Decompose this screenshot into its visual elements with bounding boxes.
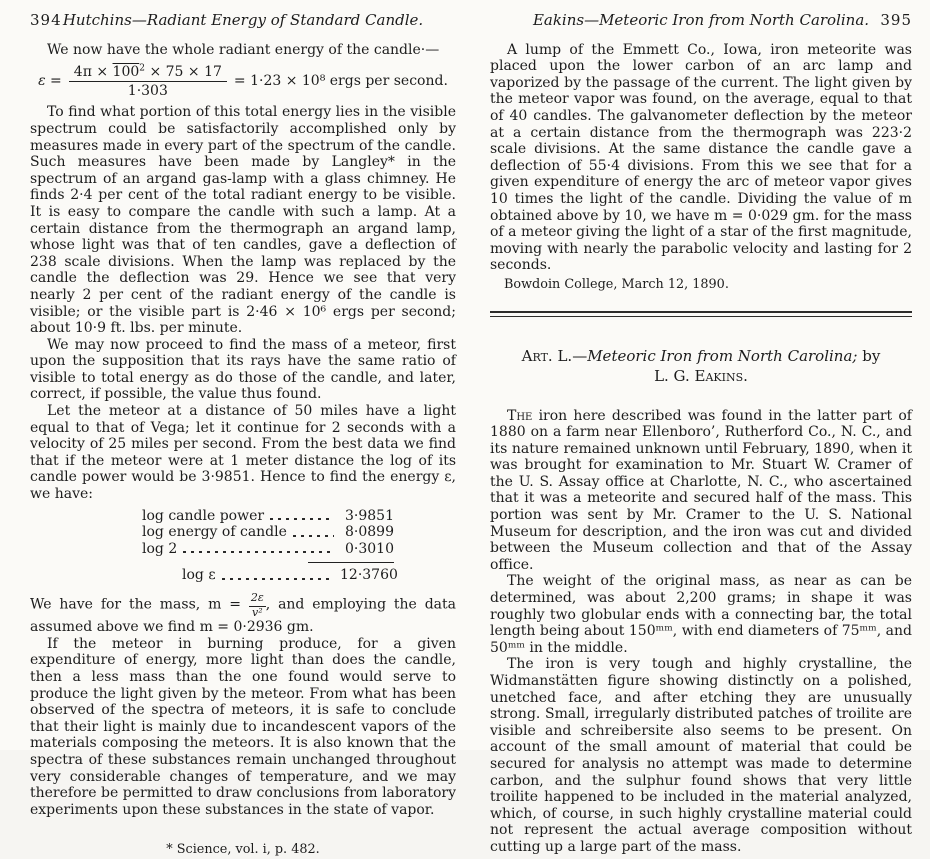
formula-numerator: $4\pi \times 100^2 \times 75 \times 17$ — [69, 64, 227, 82]
log-row-label: log 2 — [142, 540, 178, 557]
dateline: Bowdoin College, March 12, 1890. — [504, 276, 729, 292]
paragraph-weight: The weight of the original mass, as near as can be determined, was about 2,200 grams; in shape it was roughly two globular ends with a connecting bar, the total length being about 150ᵐᵐ, with end diameters of 75ᵐᵐ, and 50ᵐᵐ in the middle. — [490, 573, 912, 656]
sum-rule — [308, 562, 394, 563]
dot-leader — [293, 535, 334, 537]
left-running-title: Hutchins—Radiant Energy of Standard Candle. — [62, 11, 424, 29]
article-title: Meteoric Iron from North Carolina; — [587, 346, 858, 365]
formula-result: = 1·23 × 10⁸ ergs per second. — [233, 73, 448, 90]
right-page — [490, 12, 912, 856]
right-page-number: 395 — [880, 11, 912, 29]
log-row-label: log candle power — [142, 507, 265, 524]
log-sum-value: 12·3760 — [340, 567, 398, 584]
right-running-title: Eakins—Meteoric Iron from North Carolina. — [532, 11, 870, 29]
left-page-number: 394 — [30, 11, 62, 29]
byline-connector: by — [857, 346, 881, 365]
paragraph-crystalline: The iron is very tough and highly crystalline, the Widmanstätten figure showing distinctly on a polished, unetched face, and after etching they are unusually strong. Small, irregularly distributed patches of troilite are visible and schreibersite also seems to be present. On account of the small amount of material that could be secured for analysis no attempt was made to determine carbon, and the sulphur found shows that very little troilite happened to be included in the material analyzed, which, of course, in such highly crystalline material could not represent the actual average composition without cutting up a large part of the mass. — [490, 656, 912, 855]
dot-leader — [183, 551, 334, 553]
mass-fraction: $\frac{2\varepsilon}{\text{v²}}$ — [250, 591, 264, 619]
log-row-value: 3·9851 — [345, 507, 394, 524]
formula-lhs: ε = — [38, 73, 62, 90]
log-sum-label: log ε — [182, 567, 216, 584]
formula-fraction — [69, 64, 227, 99]
paragraph-if-the-meteor: If the meteor in burning produce, for a given expenditure of energy, more light than does the candle, then a less mass than the one found would serve to produce the light given by the meteor. From what has been observed of the spectra of meteors, it is safe to conclude that their light is mainly due to incandescent vapors of the materials composing the meteors. It is also known that the spectra of these substances remain unchanged throughout very considerable changes of temperature, and we may therefore be permitted to draw conclusions from laboratory experiments upon these substances in the state of vapor. — [30, 635, 456, 818]
log-table-row — [142, 541, 394, 558]
log-table — [142, 507, 398, 584]
footnote: * Science, vol. i, p. 482. — [166, 842, 320, 858]
article-author: L. G. Eakins. — [654, 366, 748, 385]
paragraph-we-may: We may now proceed to find the mass of a meteor, first upon the supposition that its rays have the same ratio of visible to total energy as do those of the candle, and later, correct, if possible, the value thus found. — [30, 336, 456, 403]
paragraph-let-the-meteor: Let the meteor at a distance of 50 miles have a light equal to that of Vega; let it continue for 2 seconds with a velocity of 25 miles per second. From the best data we find that if the meteor were at 1 meter distance the log of its candle power would be 3·9851. Hence to find the energy ε, we have: — [30, 403, 456, 503]
formula-denominator: 1·303 — [127, 83, 168, 100]
log-table-sum-row — [142, 567, 398, 584]
right-running-head — [490, 12, 912, 29]
radiant-energy-formula — [30, 64, 456, 99]
dot-leader — [270, 518, 334, 520]
log-row-value: 0·3010 — [345, 540, 394, 557]
dot-leader — [222, 578, 334, 580]
article-number: Art. L.— — [521, 346, 588, 365]
log-row-value: 8·0899 — [345, 524, 394, 541]
left-running-head — [30, 12, 456, 29]
paragraph-a-lump: A lump of the Emmett Co., Iowa, iron meteorite was placed upon the lower carbon of an arc lamp and vaporized by the passage of the current. The light given by the meteor vapor was found, on the average, equal to that of 40 candles. The galvanometer deflection by the meteor at a certain distance from the thermograph was 223·2 scale divisions. At the same distance the candle gave a deflection of 55·4 divisions. From this we see that for a given expenditure of energy the arc of meteor vapor gives 10 times the light of the candle. Dividing the value of m obtained above by 10, we have m = 0·029 gm. for the mass of a meteor giving the light of a star of the first magnitude, moving with nearly the parabolic velocity and lasting for 2 seconds. — [490, 41, 912, 274]
section-divider-rule — [490, 311, 912, 317]
log-table-row — [142, 524, 394, 541]
paragraph-intro: We now have the whole radiant energy of the candle·— — [47, 41, 440, 58]
article-heading — [490, 346, 912, 386]
log-row-label: log energy of candle — [142, 524, 287, 541]
lead-word: The — [507, 407, 533, 424]
paragraph-the-iron-described: The iron here described was found in the latter part of 1880 on a farm near Ellenboro’, Rutherford Co., N. C., and its nature remained unknown until February, 1890, when it was brought for examination to Mr. Stuart W. Cramer of the U. S. Assay office at Charlotte, N. C., who ascertained that it was a meteorite and secured half of the mass. This portion was sent by Mr. Cramer to the U. S. National Museum for description, and the iron was cut and divided between the Museum collection and that of the Assay office. — [490, 407, 912, 573]
log-table-row — [142, 508, 394, 525]
paragraph-to-find: To find what portion of this total energy lies in the visible spectrum could be satisfactorily accomplished only by measures made in every part of the spectrum of the candle. Such measures have been made by Langley* in the spectrum of an argand gas-lamp with a glass chimney. He finds 2·4 per cent of the total radiant energy to be visible. It is easy to compare the candle with such a lamp. At a certain distance from the thermograph an argand lamp, whose light was that of ten candles, gave a deflection of 238 scale divisions. When the lamp was replaced by the candle the deflection was 29. Hence we see that very nearly 2 per cent of the radiant energy of the candle is visible; or the visible part is 2·46 × 10⁶ ergs per second; about 10·9 ft. lbs. per minute. — [30, 104, 456, 337]
paragraph-mass: We have for the mass, m = $\frac{2\varepsilon}{\text{v²}}$ , and employing the data assumed above we find m = 0·2936 gm. — [30, 591, 456, 636]
left-page — [30, 12, 456, 859]
